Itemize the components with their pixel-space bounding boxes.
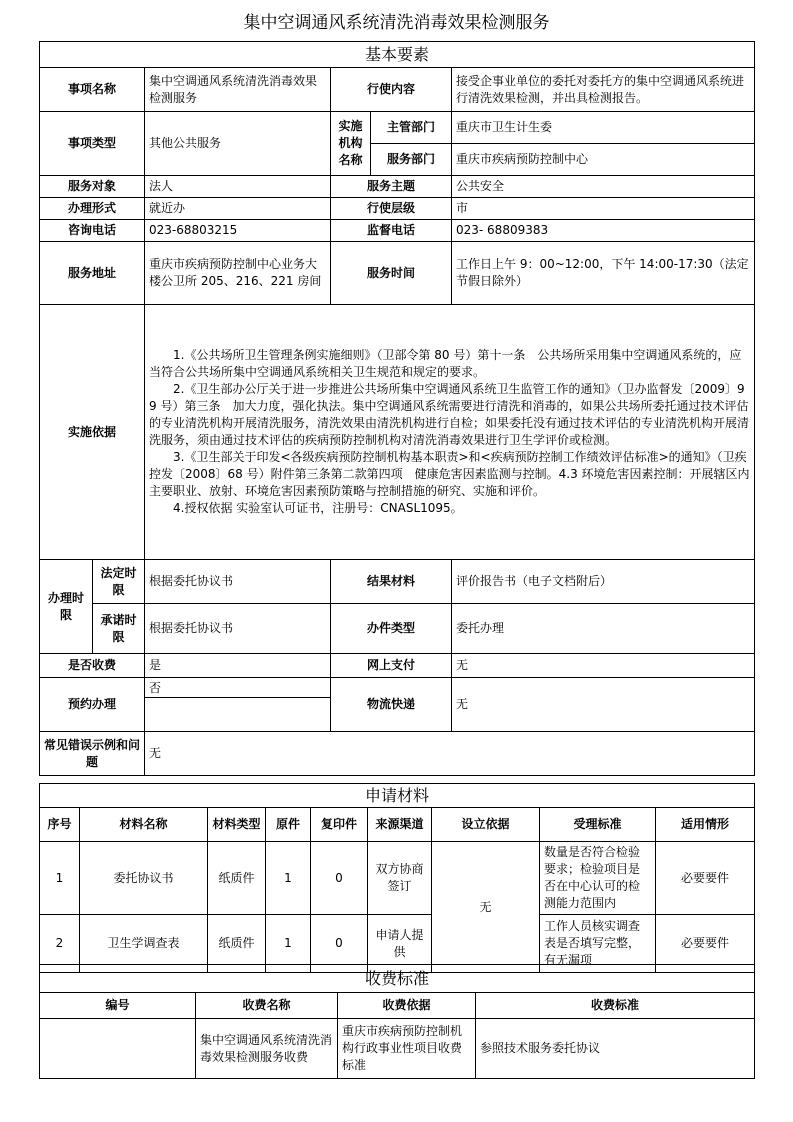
- legal-label: 法定时限: [93, 560, 145, 604]
- dept-value: 重庆市卫生计生委: [452, 112, 755, 144]
- online-pay-label: 网上支付: [331, 654, 452, 678]
- fees-table: [39, 964, 755, 1079]
- cell-no: 1: [40, 842, 80, 915]
- col-header: 来源渠道: [368, 808, 432, 842]
- name-label: 事项名称: [40, 68, 145, 112]
- basis-item: 3.《卫生部关于印发<各级疾病预防控制机构基本职责>和<疾病预防控制工作绩效评估标准>的通知》（卫疾控发〔2008〕68 号）附件第三条第二款第四项 健康危害因素监测与控制。4.3 环境危害因素控制：开展辖区内主要职业、放射、环境危害因素预防策略与控制措施的研究、实施和评价。: [149, 450, 750, 498]
- cell-orig: 1: [266, 915, 311, 973]
- form-label: 办理形式: [40, 198, 145, 220]
- table-row: [40, 1019, 755, 1079]
- col-header: 收费名称: [196, 993, 338, 1019]
- content-label: 行使内容: [331, 68, 452, 112]
- addr-label: 服务地址: [40, 242, 145, 305]
- form-value: 就近办: [145, 198, 331, 220]
- col-header: 编号: [40, 993, 196, 1019]
- time-value: 工作日上午 9：00~12:00，下午 14:00-17:30（法定节假日除外）: [452, 242, 755, 305]
- cell-copy: 0: [311, 915, 368, 973]
- appoint-label: 预约办理: [40, 678, 145, 732]
- handle-type-label: 办件类型: [331, 604, 452, 654]
- cell-name: 委托协议书: [80, 842, 208, 915]
- sup-phone-label: 监督电话: [331, 220, 452, 242]
- appoint-value-cell: [145, 678, 331, 732]
- online-pay-value: 无: [452, 654, 755, 678]
- col-header: 收费依据: [338, 993, 476, 1019]
- content-value: 接受企事业单位的委托对委托方的集中空调通风系统进行清洗效果检测，并出具检测报告。: [452, 68, 755, 112]
- cell-no: 2: [40, 915, 80, 973]
- section-fees: 收费标准: [40, 965, 755, 993]
- time-label: 服务时间: [331, 242, 452, 305]
- target-label: 服务对象: [40, 176, 145, 198]
- cell-standard: 工作人员核实调查表是否填写完整，有无漏项: [540, 915, 656, 973]
- result-label: 结果材料: [331, 560, 452, 604]
- basic-elements-table: [39, 41, 755, 776]
- fee-no: [40, 1019, 196, 1079]
- period-label: 办理时限: [40, 560, 93, 654]
- type-label: 事项类型: [40, 112, 145, 176]
- fee-name: 集中空调通风系统清洗消毒效果检测服务收费: [196, 1019, 338, 1079]
- errors-label: 常见错误示例和问题: [40, 732, 145, 776]
- cell-copy: 0: [311, 842, 368, 915]
- theme-value: 公共安全: [452, 176, 755, 198]
- result-value: 评价报告书（电子文档附后）: [452, 560, 755, 604]
- handle-type-value: 委托办理: [452, 604, 755, 654]
- theme-label: 服务主题: [331, 176, 452, 198]
- col-header: 序号: [40, 808, 80, 842]
- appoint-value: 否: [149, 681, 162, 695]
- col-header: 材料名称: [80, 808, 208, 842]
- col-header: 适用情形: [656, 808, 755, 842]
- cell-type: 纸质件: [208, 842, 266, 915]
- errors-value: 无: [145, 732, 755, 776]
- basis-text: [145, 305, 755, 560]
- cell-name: 卫生学调查表: [80, 915, 208, 973]
- level-label: 行使层级: [331, 198, 452, 220]
- service-dept-label: 服务部门: [371, 144, 452, 176]
- col-header: 设立依据: [432, 808, 540, 842]
- express-label: 物流快递: [331, 678, 452, 732]
- cell-standard: 数量是否符合检验要求；检验项目是否在中心认可的检测能力范围内: [540, 842, 656, 915]
- col-header: 复印件: [311, 808, 368, 842]
- target-value: 法人: [145, 176, 331, 198]
- service-dept-value: 重庆市疾病预防控制中心: [452, 144, 755, 176]
- cell-case: 必要要件: [656, 842, 755, 915]
- cell-basis: 无: [432, 842, 540, 973]
- agency-label: 实施机构名称: [331, 112, 371, 176]
- sup-phone-value: 023- 68809383: [452, 220, 755, 242]
- phone-value: 023-68803215: [145, 220, 331, 242]
- dept-label: 主管部门: [371, 112, 452, 144]
- cell-source: 双方协商签订: [368, 842, 432, 915]
- cell-orig: 1: [266, 842, 311, 915]
- fee-label: 是否收费: [40, 654, 145, 678]
- cell-type: 纸质件: [208, 915, 266, 973]
- basis-item: 2.《卫生部办公厅关于进一步推进公共场所集中空调通风系统卫生监管工作的通知》（卫办监督发〔2009〕99 号）第三条 加大力度，强化执法。集中空调通风系统需要进行清洗和消毒的，如果公共场所委托通过技术评估的专业清洗机构开展清洗服务，清洗效果由清洗机构进行自检；如果委托没有通过技术评估的专业清洗机构开展清洗服务，须由通过技术评估的疾病预防控制机构对清洗消毒效果进行卫生学评价或检测。: [149, 382, 750, 447]
- section-basic: 基本要素: [40, 42, 755, 68]
- legal-value: 根据委托协议书: [145, 560, 331, 604]
- materials-table: [39, 783, 755, 973]
- fee-standard: 参照技术服务委托协议: [476, 1019, 755, 1079]
- level-value: 市: [452, 198, 755, 220]
- promise-label: 承诺时限: [93, 604, 145, 654]
- table-row: [40, 842, 755, 915]
- basis-item: 1.《公共场所卫生管理条例实施细则》（卫部令第 80 号）第十一条 公共场所采用集中空调通风系统的，应当符合公共场所集中空调通风系统相关卫生规范和规定的要求。: [149, 348, 742, 379]
- type-value: 其他公共服务: [145, 112, 331, 176]
- name-value: 集中空调通风系统清洗消毒效果检测服务: [145, 68, 331, 112]
- cell-source: 申请人提供: [368, 915, 432, 973]
- promise-value: 根据委托协议书: [145, 604, 331, 654]
- fee-basis: 重庆市疾病预防控制机构行政事业性项目收费标准: [338, 1019, 476, 1079]
- appoint-blank-subcell: [145, 697, 330, 723]
- section-materials: 申请材料: [40, 784, 755, 808]
- col-header: 原件: [266, 808, 311, 842]
- basis-item: 4.授权依据 实验室认可证书，注册号：CNASL1095。: [173, 501, 463, 515]
- col-header: 受理标准: [540, 808, 656, 842]
- fee-value: 是: [145, 654, 331, 678]
- express-value: 无: [452, 678, 755, 732]
- basis-label: 实施依据: [40, 305, 145, 560]
- phone-label: 咨询电话: [40, 220, 145, 242]
- col-header: 材料类型: [208, 808, 266, 842]
- page-title: 集中空调通风系统清洗消毒效果检测服务: [243, 13, 550, 33]
- cell-case: 必要要件: [656, 915, 755, 973]
- col-header: 收费标准: [476, 993, 755, 1019]
- addr-value: 重庆市疾病预防控制中心业务大楼公卫所 205、216、221 房间: [145, 242, 331, 305]
